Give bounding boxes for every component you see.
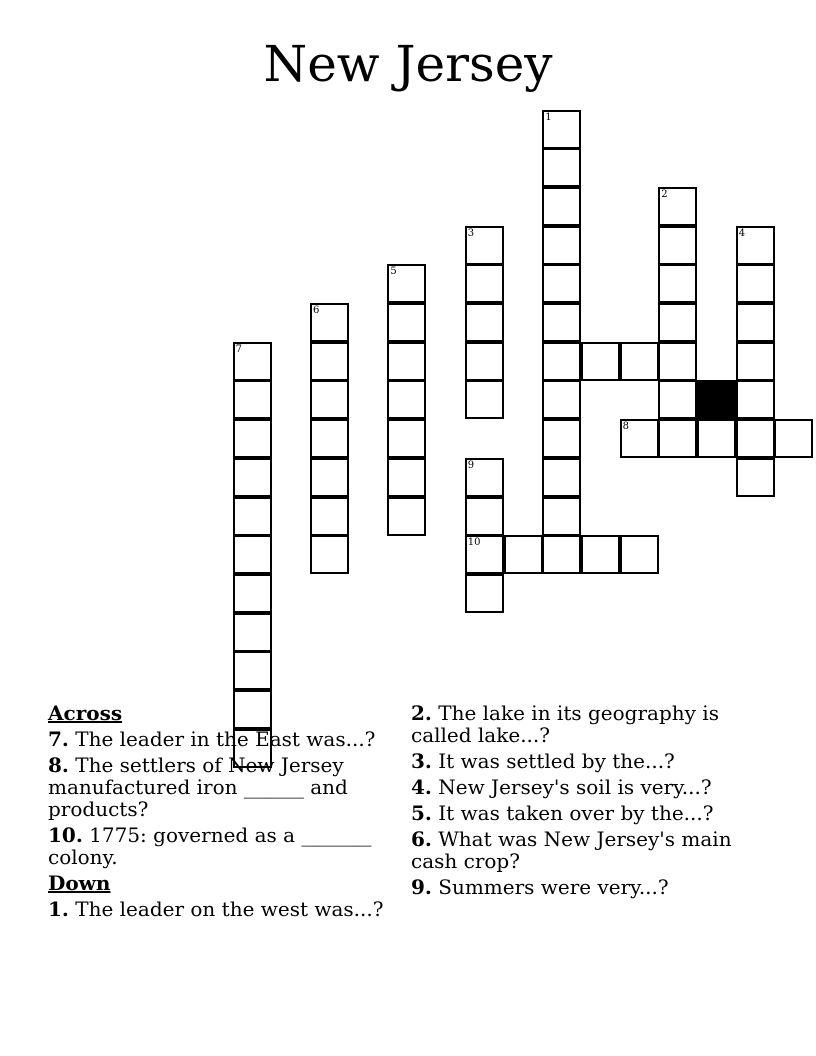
grid-cell[interactable] (504, 535, 543, 574)
grid-cell[interactable] (233, 574, 272, 613)
grid-cell[interactable] (310, 419, 349, 458)
grid-cell[interactable] (233, 458, 272, 497)
clue-number-label: 8 (622, 421, 629, 433)
clue-number-label: 9 (467, 459, 475, 471)
clue-number-label: 2 (661, 188, 668, 200)
clue-text: The lake in its geography is called lake...? (411, 701, 719, 747)
grid-cell[interactable] (658, 342, 697, 381)
page-title: New Jersey (263, 35, 553, 93)
grid-cell[interactable] (542, 226, 581, 265)
clue-text: The settlers of New Jersey manufactured iron ______ and products? (48, 753, 348, 821)
clue-text: Summers were very...? (431, 875, 669, 899)
grid-cell[interactable] (233, 497, 272, 536)
grid-cell[interactable] (465, 264, 504, 303)
grid-cell[interactable] (465, 303, 504, 342)
grid-cell[interactable] (736, 380, 775, 419)
grid-cell[interactable] (310, 458, 349, 497)
grid-cell[interactable] (387, 264, 426, 303)
grid-cell[interactable] (465, 226, 504, 265)
grid-cell[interactable] (310, 497, 349, 536)
grid-cell[interactable] (658, 226, 697, 265)
grid-cell[interactable] (310, 342, 349, 381)
across-heading: Across (48, 701, 123, 725)
grid-cell[interactable] (387, 497, 426, 536)
clue-text: The leader on the west was...? (68, 897, 384, 921)
grid-cell[interactable] (387, 303, 426, 342)
grid-cell[interactable] (658, 187, 697, 226)
grid-cell[interactable] (658, 419, 697, 458)
clue-text: 1775: governed as a _______ colony. (48, 823, 372, 869)
clue-text: It was taken over by the...? (431, 801, 714, 825)
clue-number: 10. (48, 823, 83, 847)
grid-cell[interactable] (658, 264, 697, 303)
clue-number: 8. (48, 753, 69, 777)
clues-right-column (411, 702, 751, 902)
grid-cell[interactable] (387, 342, 426, 381)
grid-cell[interactable] (697, 419, 736, 458)
grid-cell[interactable] (658, 303, 697, 342)
grid-cell[interactable] (465, 458, 504, 497)
clue-down-1 (48, 898, 388, 920)
grid-cell[interactable] (542, 419, 581, 458)
grid-cell[interactable] (465, 574, 504, 613)
grid-cell[interactable] (387, 380, 426, 419)
clue-number-label: 4 (738, 227, 746, 239)
grid-cell[interactable] (542, 497, 581, 536)
grid-cell[interactable] (233, 651, 272, 690)
grid-cell[interactable] (581, 342, 620, 381)
grid-cell[interactable] (736, 226, 775, 265)
grid-cell[interactable] (620, 535, 659, 574)
grid-cell[interactable] (736, 419, 775, 458)
clues-left-column (48, 702, 388, 924)
grid-cell[interactable] (658, 380, 697, 419)
grid-cell[interactable] (233, 380, 272, 419)
clue-number-label: 10 (467, 537, 481, 549)
grid-cell[interactable] (736, 458, 775, 497)
clue-number-label: 7 (235, 343, 242, 355)
clue-number-label: 1 (545, 111, 552, 123)
grid-cell[interactable] (387, 458, 426, 497)
clue-number: 1. (48, 897, 69, 921)
grid-cell[interactable] (542, 380, 581, 419)
grid-cell[interactable] (620, 342, 659, 381)
clue-down-9 (411, 876, 751, 898)
grid-cell[interactable] (310, 380, 349, 419)
clue-number-label: 5 (390, 266, 397, 278)
grid-cell[interactable] (465, 380, 504, 419)
grid-cell[interactable] (542, 264, 581, 303)
grid-cell[interactable] (542, 187, 581, 226)
clue-number-label: 6 (313, 305, 320, 316)
clue-down-5 (411, 802, 751, 824)
clue-across-10 (48, 824, 388, 868)
grid-cell[interactable] (736, 303, 775, 342)
grid-cell[interactable] (310, 303, 349, 342)
grid-cell[interactable] (387, 419, 426, 458)
blocked-cell (697, 380, 736, 419)
grid-cell[interactable] (233, 419, 272, 458)
clue-down-6 (411, 828, 751, 872)
clue-number: 5. (411, 801, 432, 825)
clue-text: It was settled by the...? (431, 749, 675, 773)
clue-number: 3. (411, 749, 432, 773)
clue-number-label: 3 (467, 227, 475, 239)
grid-cell[interactable] (736, 342, 775, 381)
clue-down-2 (411, 702, 751, 746)
grid-cell[interactable] (542, 342, 581, 381)
grid-cell[interactable] (736, 264, 775, 303)
clue-number: 2. (411, 701, 432, 725)
grid-cell[interactable] (774, 419, 813, 458)
clue-number: 7. (48, 727, 69, 751)
clue-across-8 (48, 754, 388, 820)
clue-number: 9. (411, 875, 432, 899)
clue-down-4 (411, 776, 751, 798)
grid-cell[interactable] (465, 342, 504, 381)
grid-cell[interactable] (542, 535, 581, 574)
grid-cell[interactable] (233, 535, 272, 574)
grid-cell[interactable] (465, 535, 504, 574)
grid-cell[interactable] (542, 458, 581, 497)
grid-cell[interactable] (465, 497, 504, 536)
grid-cell[interactable] (542, 303, 581, 342)
clue-number: 4. (411, 775, 432, 799)
grid-cell[interactable] (542, 148, 581, 187)
grid-cell[interactable] (542, 110, 581, 149)
clue-text: The leader in the East was...? (68, 727, 376, 751)
grid-cell[interactable] (233, 613, 272, 652)
down-heading: Down (48, 871, 111, 895)
grid-cell[interactable] (620, 419, 659, 458)
clue-text: What was New Jersey's main cash crop? (411, 827, 732, 873)
grid-cell[interactable] (310, 535, 349, 574)
clue-down-3 (411, 750, 751, 772)
clue-across-7 (48, 728, 388, 750)
grid-cell[interactable] (581, 535, 620, 574)
grid-cell[interactable] (233, 342, 272, 381)
clue-text: New Jersey's soil is very...? (431, 775, 712, 799)
clue-number: 6. (411, 827, 432, 851)
